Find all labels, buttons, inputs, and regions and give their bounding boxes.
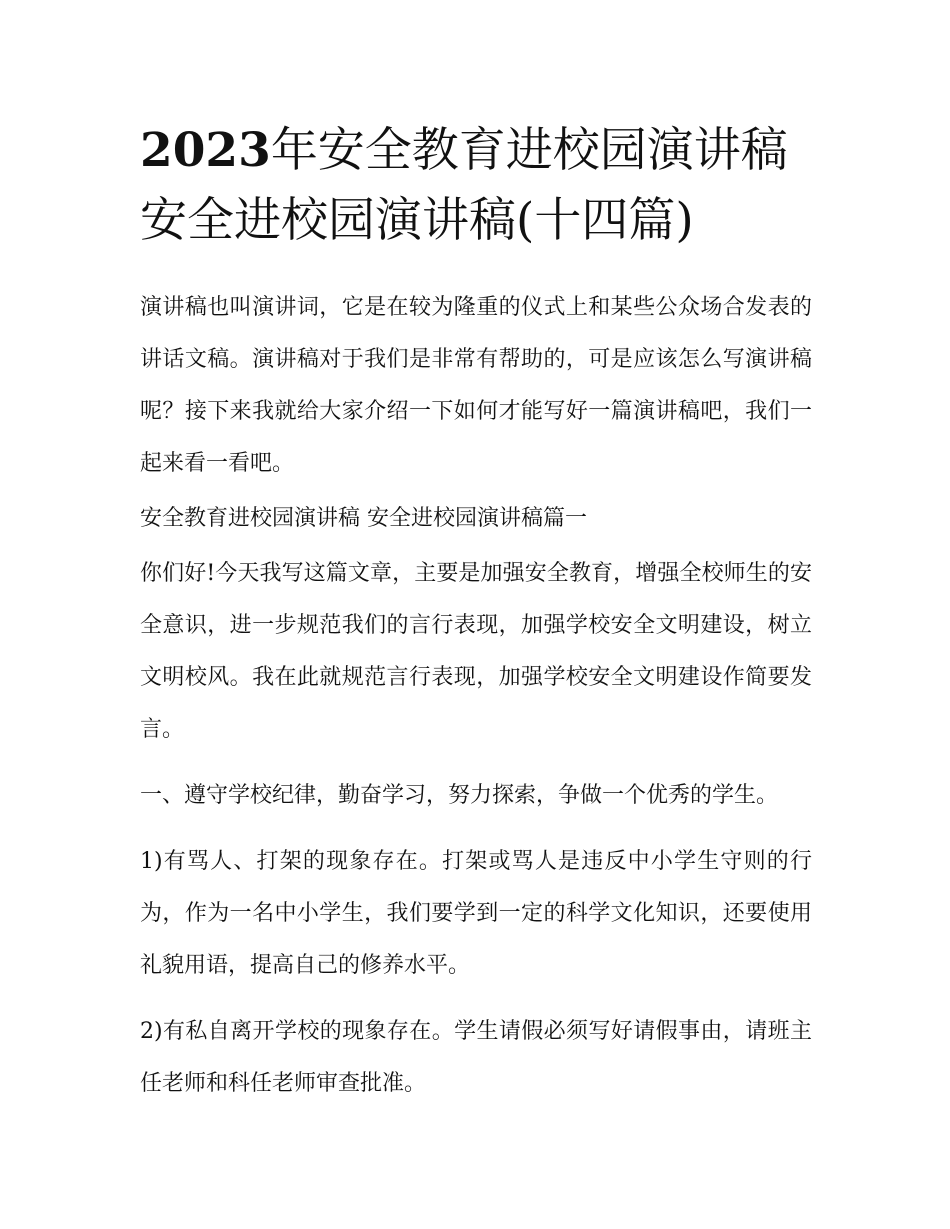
greeting-paragraph: 你们好!今天我写这篇文章，主要是加强安全教育，增强全校师生的安全意识，进一步规范我们的言行表现，加强学校安全文明建设，树立文明校风。我在此就规范言行表现，加强学校安全文明建设作简要发言。 (140, 561, 812, 742)
item-1-paragraph: 1)有骂人、打架的现象存在。打架或骂人是违反中小学生守则的行为，作为一名中小学生，我们要学到一定的科学文化知识，还要使用礼貌用语，提高自己的修养水平。 (140, 849, 812, 978)
intro-paragraph: 演讲稿也叫演讲词，它是在较为隆重的仪式上和某些公众场合发表的讲话文稿。演讲稿对于我们是非常有帮助的，可是应该怎么写演讲稿呢？接下来我就给大家介绍一下如何才能写好一篇演讲稿吧，我们一起来看一看吧。 (140, 295, 812, 476)
document-title (140, 116, 820, 256)
section-heading: 安全教育进校园演讲稿 安全进校园演讲稿篇一 (140, 506, 587, 531)
title-line-1-text: 年安全教育进校园演讲稿 (270, 123, 788, 178)
title-line-1 (140, 116, 820, 186)
title-line-2: 安全进校园演讲稿(十四篇) (140, 193, 694, 248)
point-one-heading: 一、遵守学校纪律，勤奋学习，努力探索，争做一个优秀的学生。 (140, 783, 779, 808)
document-body (140, 282, 812, 1110)
item-2-paragraph: 2)有私自离开学校的现象存在。学生请假必须写好请假事由，请班主任老师和科任老师审查批准。 (140, 1019, 812, 1096)
title-year: 2023 (140, 123, 271, 178)
